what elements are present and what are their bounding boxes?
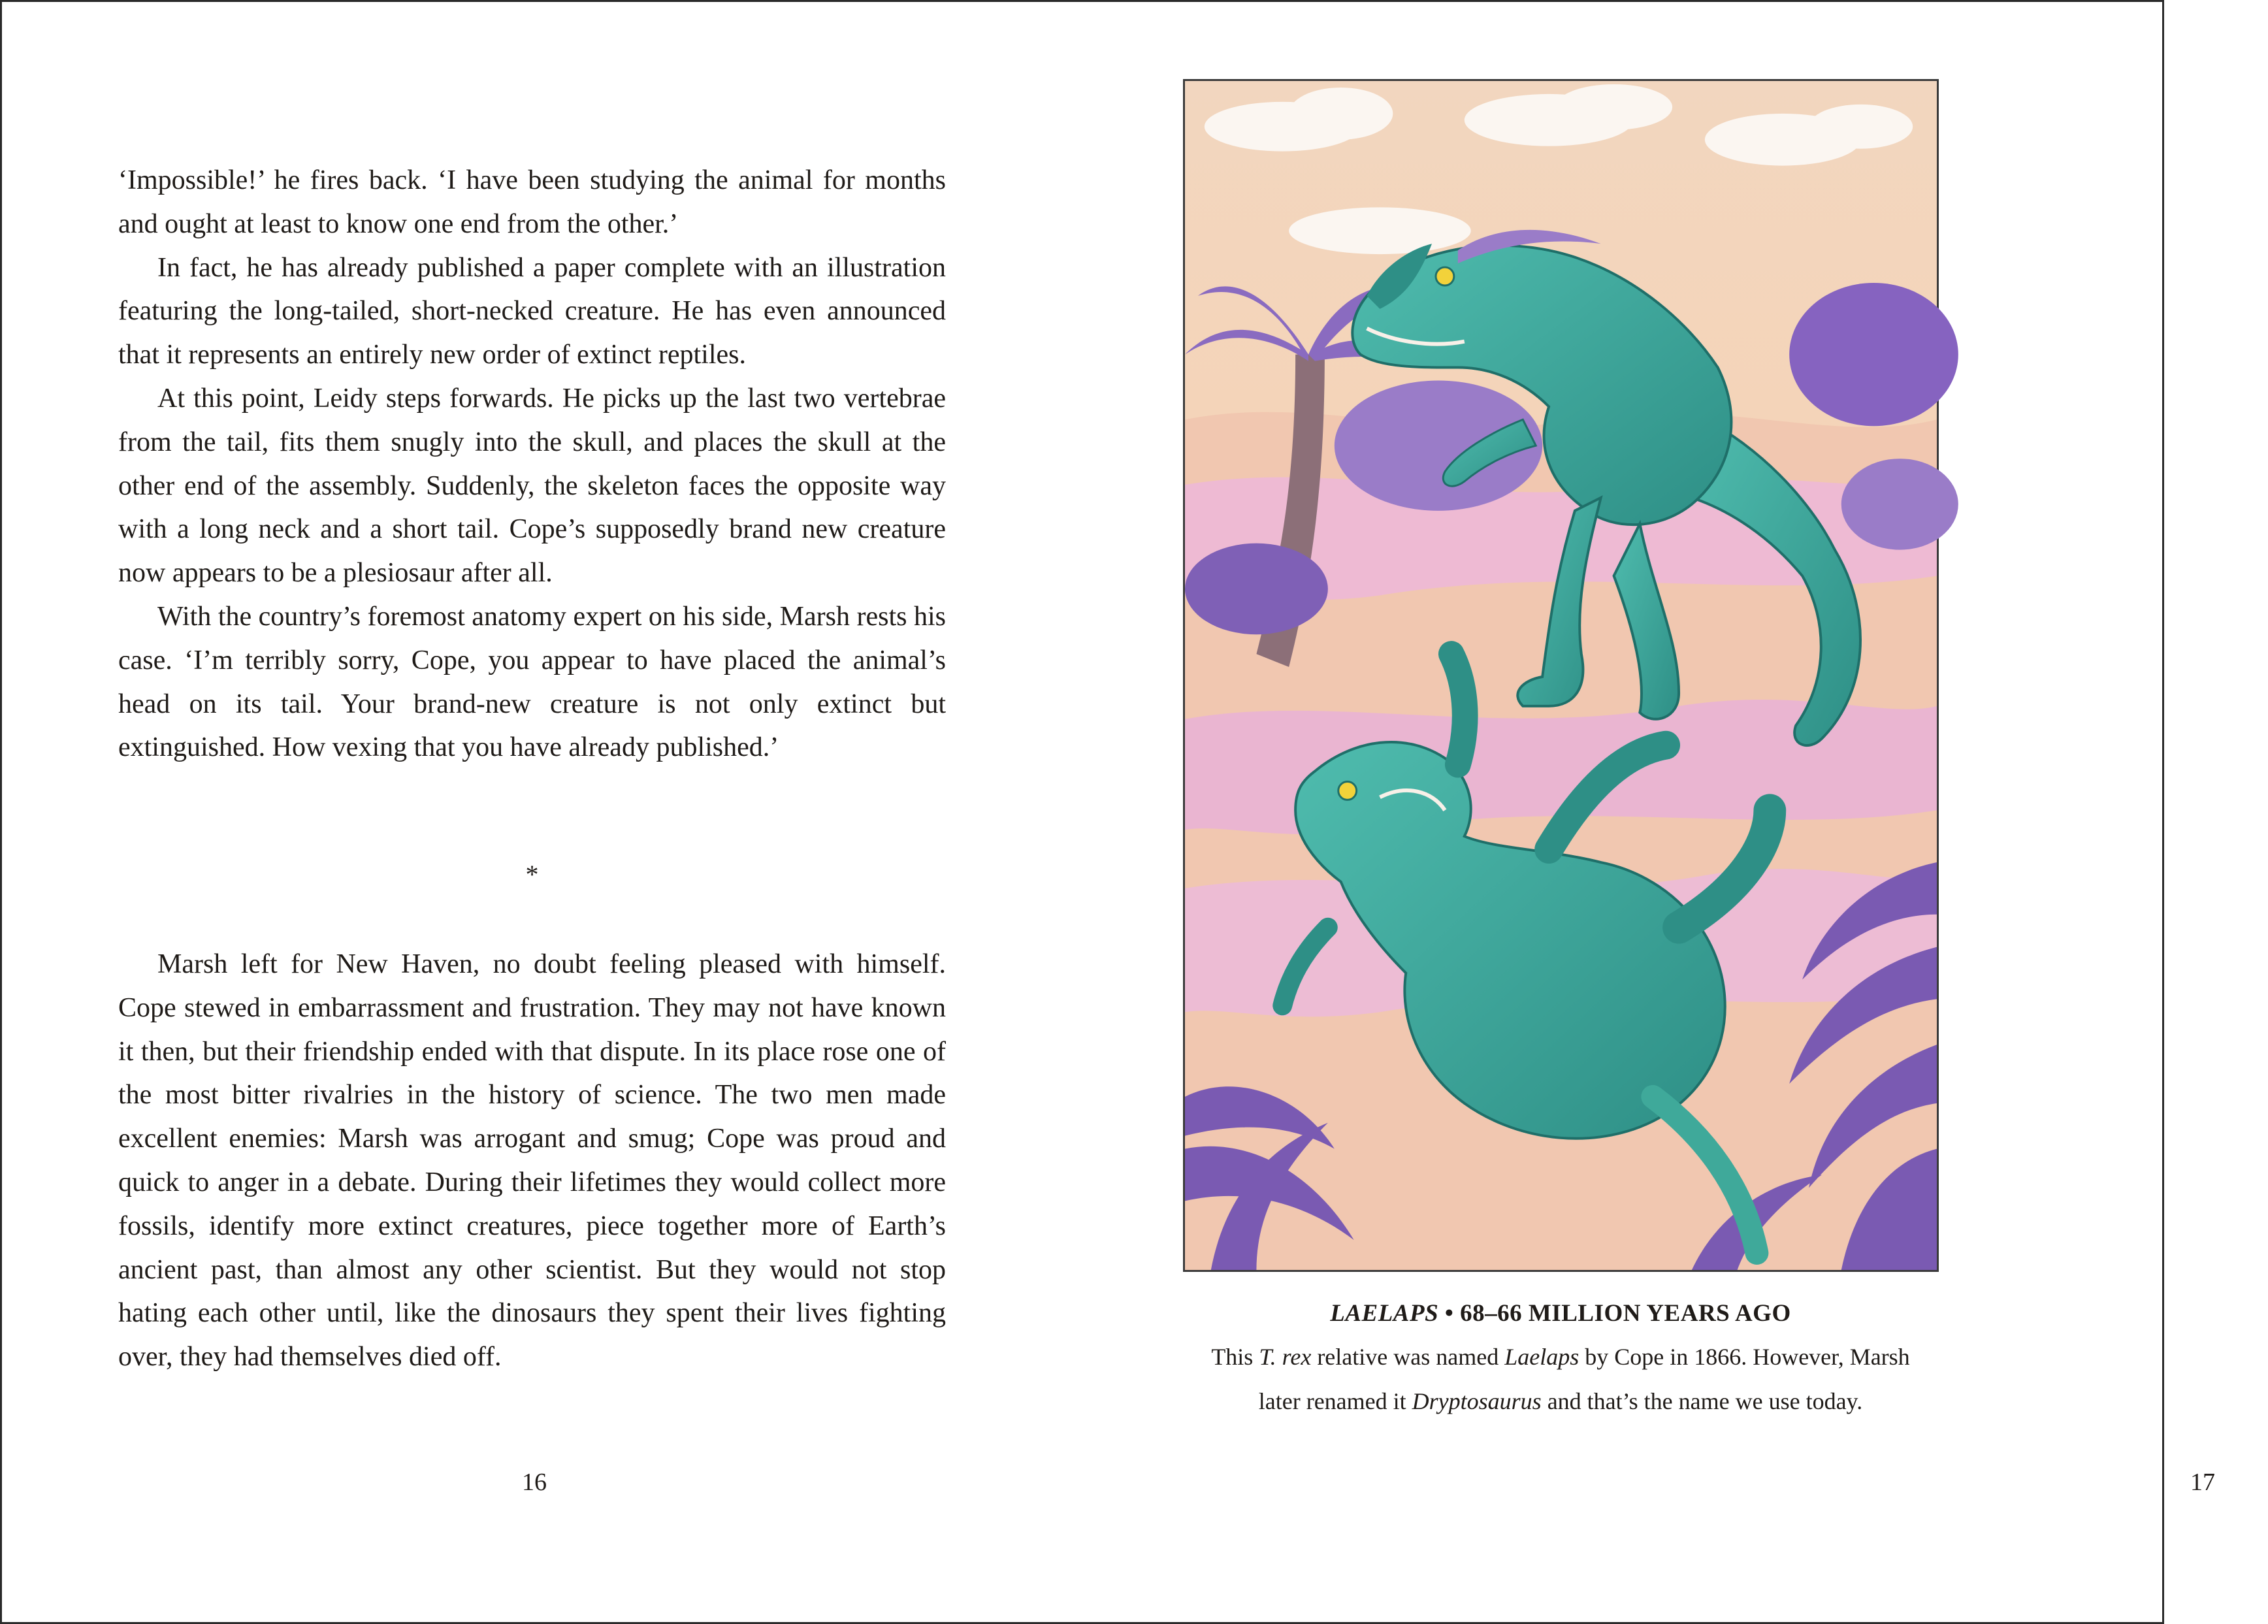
caption-text-span: and that’s the name we use today. xyxy=(1541,1388,1863,1414)
caption-text-span: by Cope in 1866. However, Marsh xyxy=(1579,1344,1910,1370)
paragraph: ‘Impossible!’ he fires back. ‘I have been studying the animal for months and ought at least to know one end from the other.’ xyxy=(118,165,946,239)
caption-line xyxy=(1149,1335,1972,1379)
caption-title xyxy=(1149,1299,1972,1328)
right-page xyxy=(1084,2,2215,1622)
caption-text-span: relative was named xyxy=(1311,1344,1505,1370)
caption-text-span: This xyxy=(1211,1344,1259,1370)
caption-species-name: LAELAPS xyxy=(1330,1300,1439,1327)
caption-age: 68–66 MILLION YEARS AGO xyxy=(1460,1300,1791,1327)
caption-italic-span: T. rex xyxy=(1259,1344,1312,1370)
caption-italic-span: Dryptosaurus xyxy=(1412,1388,1542,1414)
caption-text-span: later renamed it xyxy=(1258,1388,1412,1414)
dinosaur-fight-picture xyxy=(1185,81,1937,1270)
paragraph: With the country’s foremost anatomy expert on his side, Marsh rests his case. ‘I’m terribly sorry, Cope, you appear to have placed the animal’s head on its tail. Your brand-new creature is not only extinct but extinguished. How vexing that you have already published.’ xyxy=(118,601,946,763)
caption-line xyxy=(1149,1379,1972,1423)
body-text-lower xyxy=(118,943,946,1379)
paragraph: At this point, Leidy steps forwards. He picks up the last two vertebrae from the tail, fits them snugly into the skull, and places the skull at the other end of the assembly. Suddenly, the skeleton faces the opposite way with a long neck and a short tail. Cope’s supposedly brand new creature now appears to be a plesiosaur after all. xyxy=(118,383,946,589)
dinosaur-illustration xyxy=(1183,79,1939,1272)
page-number: 17 xyxy=(2190,1469,2215,1496)
left-page xyxy=(2,2,1084,1622)
paragraph: In fact, he has already published a paper complete with an illustration featuring the long-tailed, short-necked creature. He has even announced that it represents an entirely new order of extinct reptiles. xyxy=(118,252,946,370)
body-text-upper xyxy=(118,159,946,770)
page-number: 16 xyxy=(522,1469,547,1496)
caption-italic-span: Laelaps xyxy=(1504,1344,1580,1370)
section-separator: * xyxy=(525,860,539,889)
paragraph: Marsh left for New Haven, no doubt feeling pleased with himself. Cope stewed in embarrassment and frustration. They may not have known it then, but their friendship ended with that dispute. In its place rose one of the most bitter rivalries in the history of science. The two men made excellent enemies: Marsh was arrogant and smug; Cope was proud and quick to anger in a debate. During their lifetimes they would collect more fossils, identify more extinct creatures, piece together more of Earth’s ancient past, than almost any other scientist. But they would not stop hating each other until, like the dinosaurs they spent their lives fighting over, they had themselves died off. xyxy=(118,949,946,1372)
caption-text xyxy=(1149,1335,1972,1423)
caption-bullet: • xyxy=(1438,1300,1461,1327)
